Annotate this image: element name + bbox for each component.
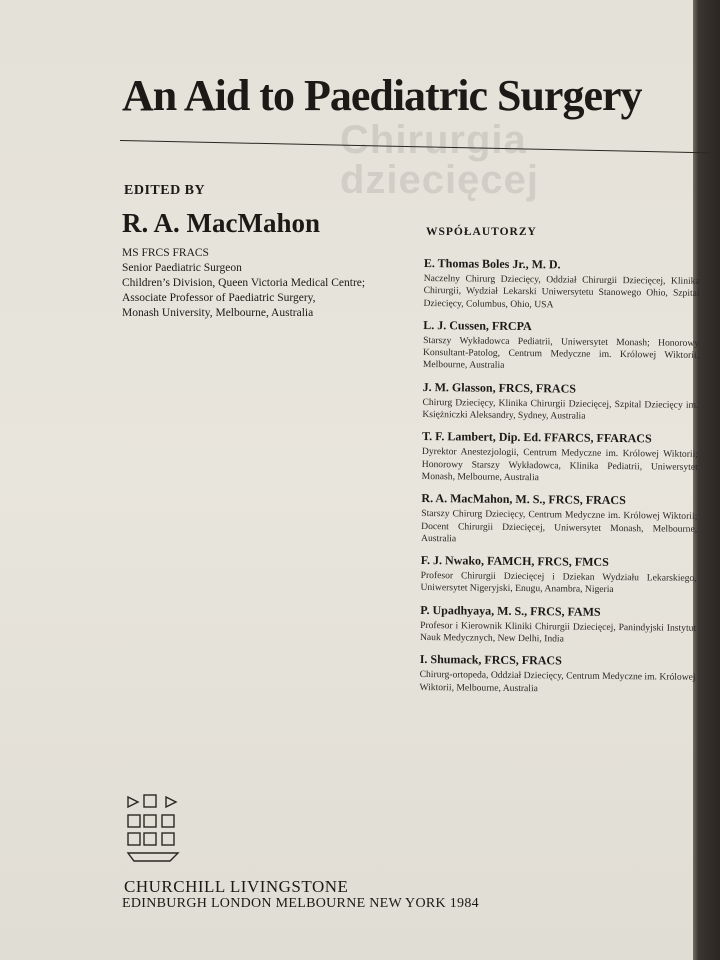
coauthor-affiliation: Chirurg-ortopeda, Oddział Dziecięcy, Centrum Medyczne im. Królowej Wiktorii, Melbourne, Australia xyxy=(419,669,696,694)
coauthor-entry xyxy=(423,256,700,313)
show-through-line: dziecięcej xyxy=(340,158,540,202)
coauthors-list xyxy=(419,256,700,705)
coauthor-name: I. Shumack, FRCS, FRACS xyxy=(419,652,562,668)
editor-degrees: MS FRCS FRACS xyxy=(122,247,209,259)
coauthor-entry xyxy=(422,429,699,486)
editor-name: R. A. MacMahon xyxy=(122,208,320,238)
editor-affiliation-line: Monash University, Melbourne, Australia xyxy=(122,307,314,319)
editor-affiliation-line: Senior Paediatric Surgeon xyxy=(122,262,242,274)
editor-credentials xyxy=(122,246,422,321)
show-through-text xyxy=(340,120,700,200)
coauthor-name: F. J. Nwako, FAMCH, FRCS, FMCS xyxy=(420,553,609,570)
edited-by-label: EDITED BY xyxy=(124,183,206,198)
coauthor-affiliation: Starszy Chirurg Dziecięcy, Centrum Medyczne im. Królowej Wiktorii; Docent Chirurgii Dziecięcej, Uniwersytet Monash, Melbourne, Australia xyxy=(420,508,698,545)
publisher-cities: EDINBURGH LONDON MELBOURNE NEW YORK 1984 xyxy=(122,896,479,911)
coauthor-name: P. Upadhyaya, M. S., FRCS, FAMS xyxy=(420,602,601,619)
coauthor-entry xyxy=(420,553,696,597)
coauthor-affiliation: Dyrektor Anestezjologii, Centrum Medyczne im. Królowej Wiktorii; Honorowy Starszy Wykładowca, Klinika Pediatrii, Uniwersytet Monash, Melbourne, Australia xyxy=(421,446,698,484)
coauthor-affiliation: Profesor Chirurgii Dziecięcej i Dziekan Wydziału Lekarskiego, Uniwersytet Nigeryjski, Enugu, Anambra, Nigeria xyxy=(420,570,697,596)
coauthor-entry xyxy=(423,318,700,375)
coauthor-affiliation: Profesor i Kierownik Kliniki Chirurgii Dziecięcej, Panindyjski Instytut Nauk Medycznych, New Delhi, India xyxy=(419,619,697,645)
editor-affiliation-line: Children’s Division, Queen Victoria Medical Centre; xyxy=(122,277,366,289)
editor-affiliation-line: Associate Professor of Paediatric Surgery, xyxy=(122,292,316,304)
coauthor-name: J. M. Glasson, FRCS, FRACS xyxy=(422,379,577,396)
coauthor-affiliation: Chirurg Dziecięcy, Klinika Chirurgii Dziecięcej, Szpital Dziecięcy im. Księżniczki Aleksandry, Sydney, Australia xyxy=(422,396,699,422)
coauthor-entry xyxy=(419,652,695,696)
publisher-name: CHURCHILL LIVINGSTONE xyxy=(124,877,349,896)
show-through-line: Chirurgia xyxy=(340,118,527,162)
coauthor-entry xyxy=(422,380,698,424)
coauthor-affiliation: Naczelny Chirurg Dziecięcy, Oddział Chirurgii Dziecięcej, Klinika Chirurgii, Wydział Lekarski Uniwersytetu Stanowego Ohio, Szpital Dziecięcy, Columbus, Ohio, USA xyxy=(423,272,700,310)
coauthor-name: T. F. Lambert, Dip. Ed. FFARCS, FFARACS xyxy=(422,429,652,446)
coauthor-name: R. A. MacMahon, M. S., FRCS, FRACS xyxy=(421,491,626,508)
coauthors-heading: WSPÓŁAUTORZY xyxy=(426,226,537,238)
publisher-logo-icon xyxy=(126,793,186,863)
coauthor-name: E. Thomas Boles Jr., M. D. xyxy=(423,256,561,272)
coauthor-entry xyxy=(420,603,696,647)
coauthor-affiliation: Starszy Wykładowca Pediatrii, Uniwersytet Monash; Honorowy Konsultant-Patolog, Centrum Medyczne im. Królowej Wiktorii, Melbourne, Australia xyxy=(422,334,700,372)
book-title: An Aid to Paediatric Surgery xyxy=(122,71,642,120)
coauthor-entry xyxy=(421,491,698,548)
coauthor-name: L. J. Cussen, FRCPA xyxy=(423,317,532,334)
